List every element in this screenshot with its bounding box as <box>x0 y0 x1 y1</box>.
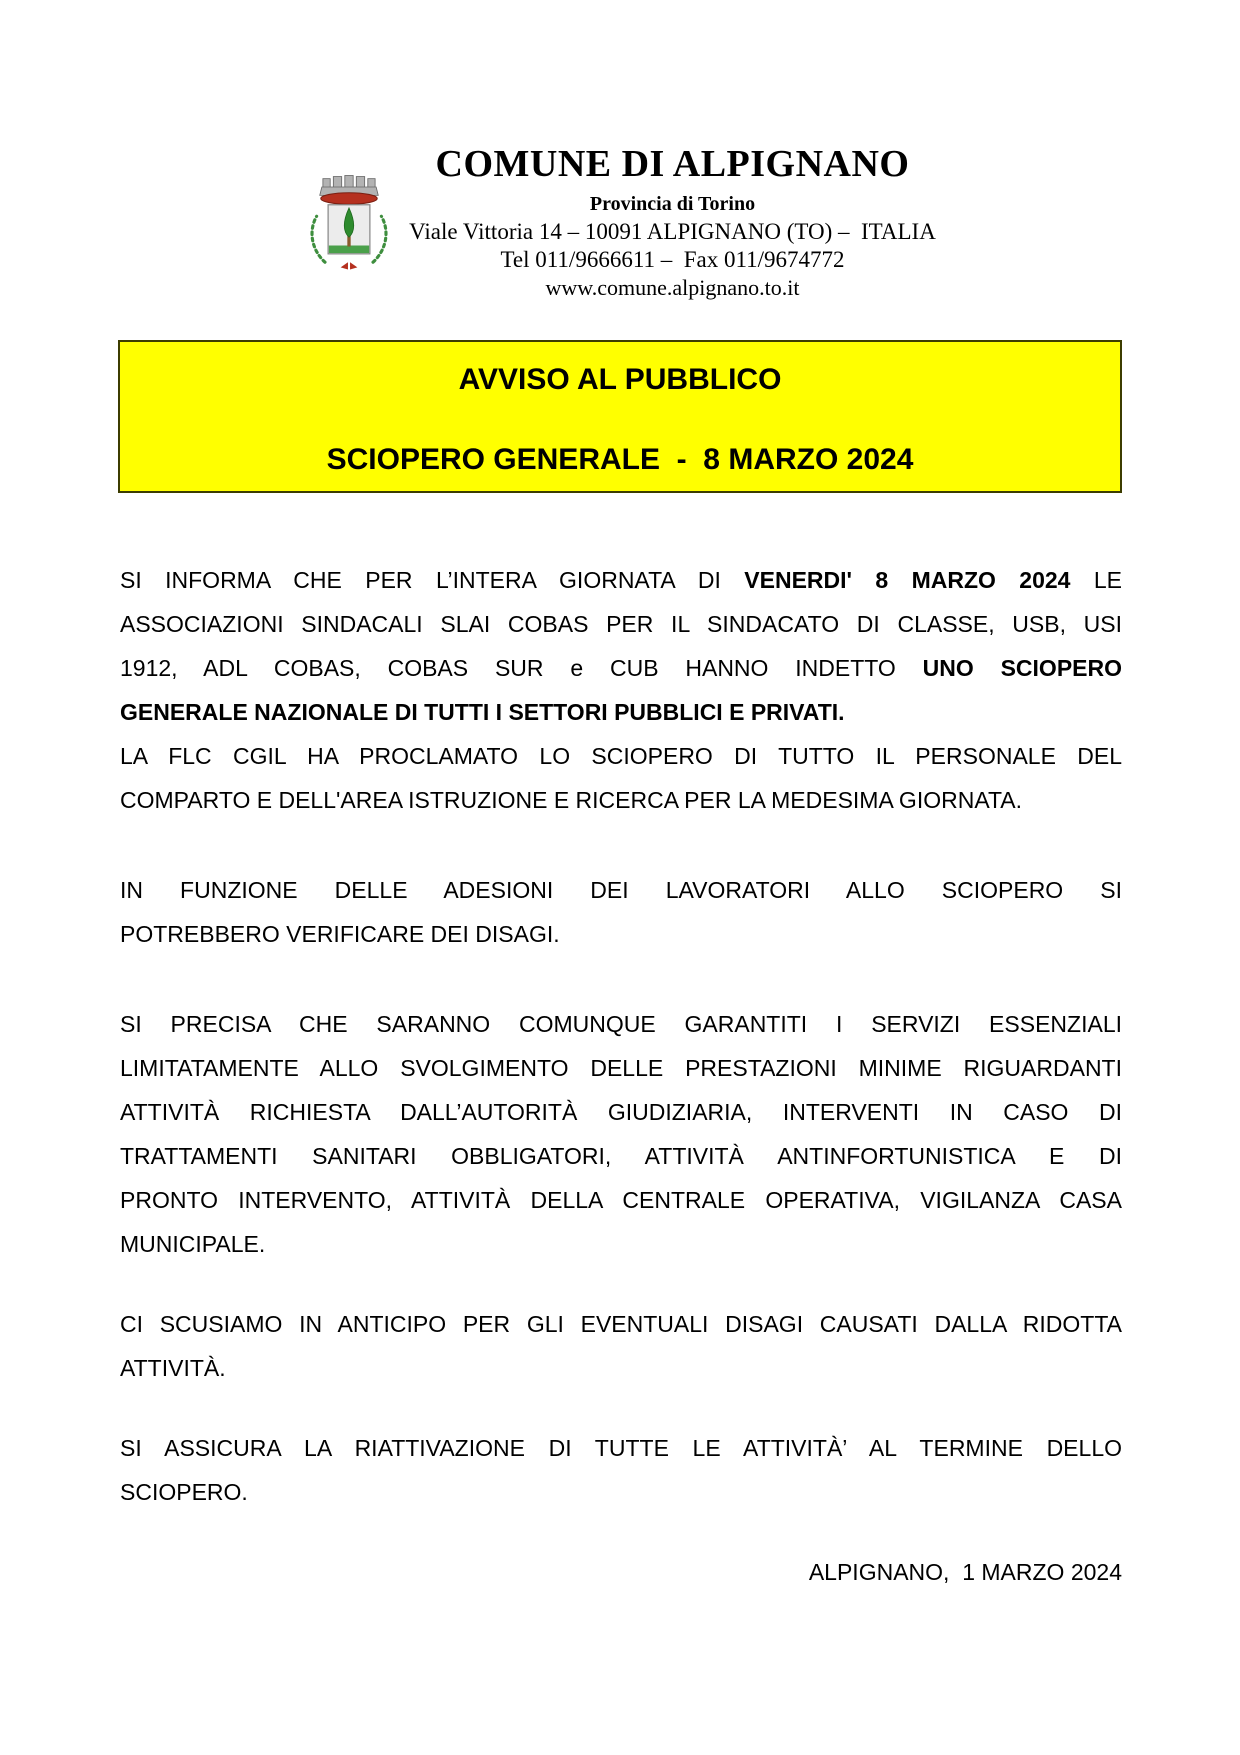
province-line: Provincia di Torino <box>589 193 756 215</box>
paragraph-5 <box>120 1426 1122 1514</box>
banner-subtitle: SCIOPERO GENERALE - 8 MARZO 2024 <box>326 443 914 476</box>
paragraph-2 <box>120 868 1122 956</box>
website-line: www.comune.alpignano.to.it <box>545 275 800 300</box>
text-line: 1912, ADL COBAS, COBAS SUR e CUB HANNO INDETTO UNO SCIOPERO <box>120 655 1122 681</box>
paragraph-3 <box>120 1002 1122 1266</box>
text-line: COMPARTO E DELL'AREA ISTRUZIONE E RICERCA PER LA MEDESIMA GIORNATA. <box>120 787 1023 813</box>
text-line: LA FLC CGIL HA PROCLAMATO LO SCIOPERO DI TUTTO IL PERSONALE DEL <box>120 743 1122 769</box>
text-line: ATTIVITÀ. <box>120 1355 226 1381</box>
notice-banner <box>118 340 1122 493</box>
text-line: IN FUNZIONE DELLE ADESIONI DEI LAVORATORI ALLO SCIOPERO SI <box>120 877 1122 903</box>
text-line: GENERALE NAZIONALE DI TUTTI I SETTORI PUBBLICI E PRIVATI. <box>120 699 845 725</box>
text-line: PRONTO INTERVENTO, ATTIVITÀ DELLA CENTRALE OPERATIVA, VIGILANZA CASA <box>120 1187 1122 1213</box>
text-line: MUNICIPALE. <box>120 1231 266 1257</box>
notice-body <box>120 558 1122 1594</box>
text-line: TRATTAMENTI SANITARI OBBLIGATORI, ATTIVITÀ ANTINFORTUNISTICA E DI <box>120 1143 1122 1169</box>
municipality-name: COMUNE DI ALPIGNANO <box>435 143 910 185</box>
address-line: Viale Vittoria 14 – 10091 ALPIGNANO (TO) – ITALIA <box>409 219 936 244</box>
text-line: LIMITATAMENTE ALLO SVOLGIMENTO DELLE PRESTAZIONI MINIME RIGUARDANTI <box>120 1055 1122 1081</box>
text-line: POTREBBERO VERIFICARE DEI DISAGI. <box>120 921 560 947</box>
phone-fax-line: Tel 011/9666611 – Fax 011/9674772 <box>500 247 845 272</box>
text-line: SI INFORMA CHE PER L’INTERA GIORNATA DI VENERDI' 8 MARZO 2024 LE <box>120 567 1122 593</box>
letterhead <box>120 141 1225 301</box>
text-line: SI PRECISA CHE SARANNO COMUNQUE GARANTITI I SERVIZI ESSENZIALI <box>120 1011 1122 1037</box>
banner-title: AVVISO AL PUBBLICO <box>458 363 782 396</box>
paragraph-1 <box>120 558 1122 822</box>
dateline: ALPIGNANO, 1 MARZO 2024 <box>808 1559 1122 1585</box>
paragraph-4 <box>120 1302 1122 1390</box>
text-line: ASSOCIAZIONI SINDACALI SLAI COBAS PER IL SINDACATO DI CLASSE, USB, USI <box>120 611 1122 637</box>
text-line: SI ASSICURA LA RIATTIVAZIONE DI TUTTE LE ATTIVITÀ’ AL TERMINE DELLO <box>120 1435 1122 1461</box>
text-line: ATTIVITÀ RICHIESTA DALL’AUTORITÀ GIUDIZIARIA, INTERVENTI IN CASO DI <box>120 1099 1122 1125</box>
text-line: CI SCUSIAMO IN ANTICIPO PER GLI EVENTUALI DISAGI CAUSATI DALLA RIDOTTA <box>120 1311 1122 1337</box>
text-line: SCIOPERO. <box>120 1479 248 1505</box>
body-paragraphs <box>120 558 1122 1514</box>
